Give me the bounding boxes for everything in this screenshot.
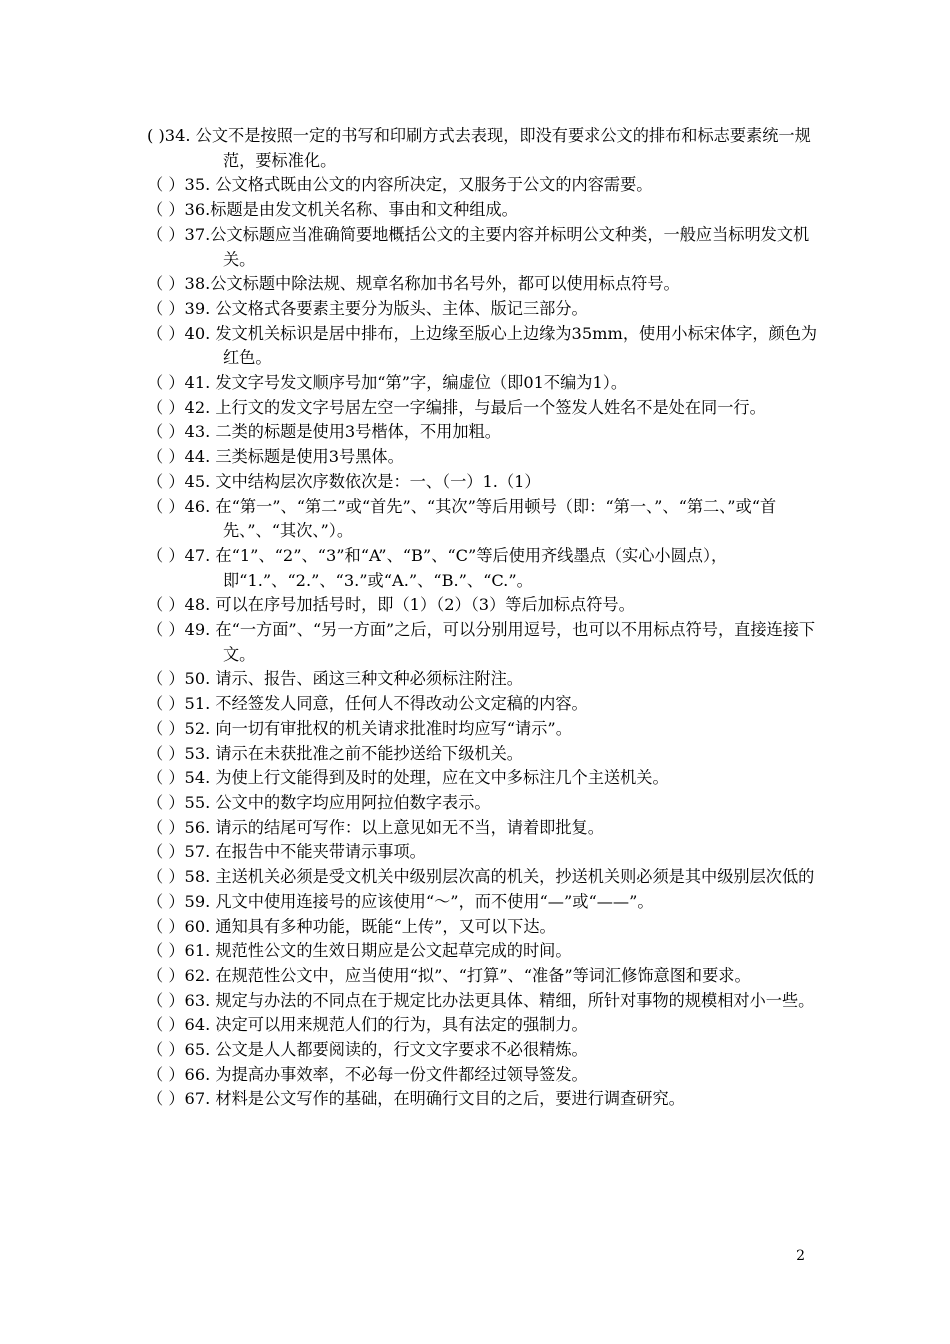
question-51: （ ）51. 不经签发人同意，任何人不得改动公文定稿的内容。 [147, 694, 588, 714]
question-59: （ ）59. 凡文中使用连接号的应该使用“～”，而不使用“—”或“——”。 [147, 891, 654, 911]
question-55: （ ）55. 公文中的数字均应用阿拉伯数字表示。 [147, 792, 491, 812]
question-46: （ ）46. 在“第一”、“第二”或“首先”、“其次”等后用顿号（即：“第一、”、“第二、”或“首先、”、“其次、”）。 [147, 496, 777, 541]
page-number: 2 [796, 1248, 805, 1264]
question-35: （ ）35. 公文格式既由公文的内容所决定，又服务于公文的内容需要。 [147, 175, 653, 195]
question-64: （ ）64. 决定可以用来规范人们的行为，具有法定的强制力。 [147, 1015, 588, 1035]
question-60: （ ）60. 通知具有多种功能，既能“上传”，又可以下达。 [147, 916, 556, 936]
question-61: （ ）61. 规范性公文的生效日期应是公文起草完成的时间。 [147, 941, 572, 961]
question-40: （ ）40. 发文机关标识是居中排布，上边缘至版心上边缘为35mm，使用小标宋体字，颜色为红色。 [147, 323, 818, 368]
question-44: （ ）44. 三类标题是使用3号黑体。 [147, 447, 404, 467]
question-62: （ ）62. 在规范性公文中，应当使用“拟”、“打算”、“准备”等词汇修饰意图和要求。 [147, 965, 751, 985]
question-65: （ ）65. 公文是人人都要阅读的，行文文字要求不必很精炼。 [147, 1040, 588, 1060]
question-47: （ ）47. 在“1”、“2”、“3”和“A”、“B”、“C”等后使用齐线墨点（实心小圆点），即“1.”、“2.”、“3.”或“A.”、“B.”、“C.”。 [147, 545, 728, 590]
question-36: （ ）36.标题是由发文机关名称、事由和文种组成。 [147, 200, 518, 220]
question-49: （ ）49. 在“一方面”、“另一方面”之后，可以分别用逗号，也可以不用标点符号，直接连接下文。 [147, 620, 816, 664]
question-58: （ ）58. 主送机关必须是受文机关中级别层次高的机关，抄送机关则必须是其中级别层次低的 [147, 867, 815, 887]
question-34: ( )34. 公文不是按照一定的书写和印刷方式去表现，即没有要求公文的排布和标志要素统一规范，要标准化。 [147, 126, 811, 170]
question-53: （ ）53. 请示在未获批准之前不能抄送给下级机关。 [147, 743, 523, 763]
question-54: （ ）54. 为使上行文能得到及时的处理，应在文中多标注几个主送机关。 [147, 768, 669, 788]
question-37: （ ）37.公文标题应当准确简要地概括公文的主要内容并标明公文种类，一般应当标明发文机关。 [147, 224, 810, 269]
question-list [147, 124, 822, 1112]
question-45: （ ）45. 文中结构层次序数依次是：一、（一）1.（1） [147, 471, 541, 491]
question-48: （ ）48. 可以在序号加括号时，即（1）（2）（3）等后加标点符号。 [147, 595, 635, 615]
question-42: （ ）42. 上行文的发文字号居左空一字编排，与最后一个签发人姓名不是处在同一行。 [147, 397, 766, 417]
question-56: （ ）56. 请示的结尾可写作：以上意见如无不当，请着即批复。 [147, 817, 604, 837]
question-50: （ ）50. 请示、报告、函这三种文种必须标注附注。 [147, 669, 523, 689]
question-63: （ ）63. 规定与办法的不同点在于规定比办法更具体、精细，所针对事物的规模相对小一些。 [147, 990, 815, 1010]
question-38: （ ）38.公文标题中除法规、规章名称加书名号外，都可以使用标点符号。 [147, 274, 680, 294]
question-66: （ ）66. 为提高办事效率，不必每一份文件都经过领导签发。 [147, 1064, 588, 1084]
question-41: （ ）41. 发文字号发文顺序号加“第”字，编虚位（即01不编为1）。 [147, 373, 628, 393]
question-43: （ ）43. 二类的标题是使用3号楷体，不用加粗。 [147, 422, 501, 442]
question-57: （ ）57. 在报告中不能夹带请示事项。 [147, 842, 426, 862]
question-52: （ ）52. 向一切有审批权的机关请求批准时均应写“请示”。 [147, 718, 572, 738]
question-67: （ ）67. 材料是公文写作的基础，在明确行文目的之后，要进行调查研究。 [147, 1089, 685, 1109]
question-39: （ ）39. 公文格式各要素主要分为版头、主体、版记三部分。 [147, 298, 588, 318]
